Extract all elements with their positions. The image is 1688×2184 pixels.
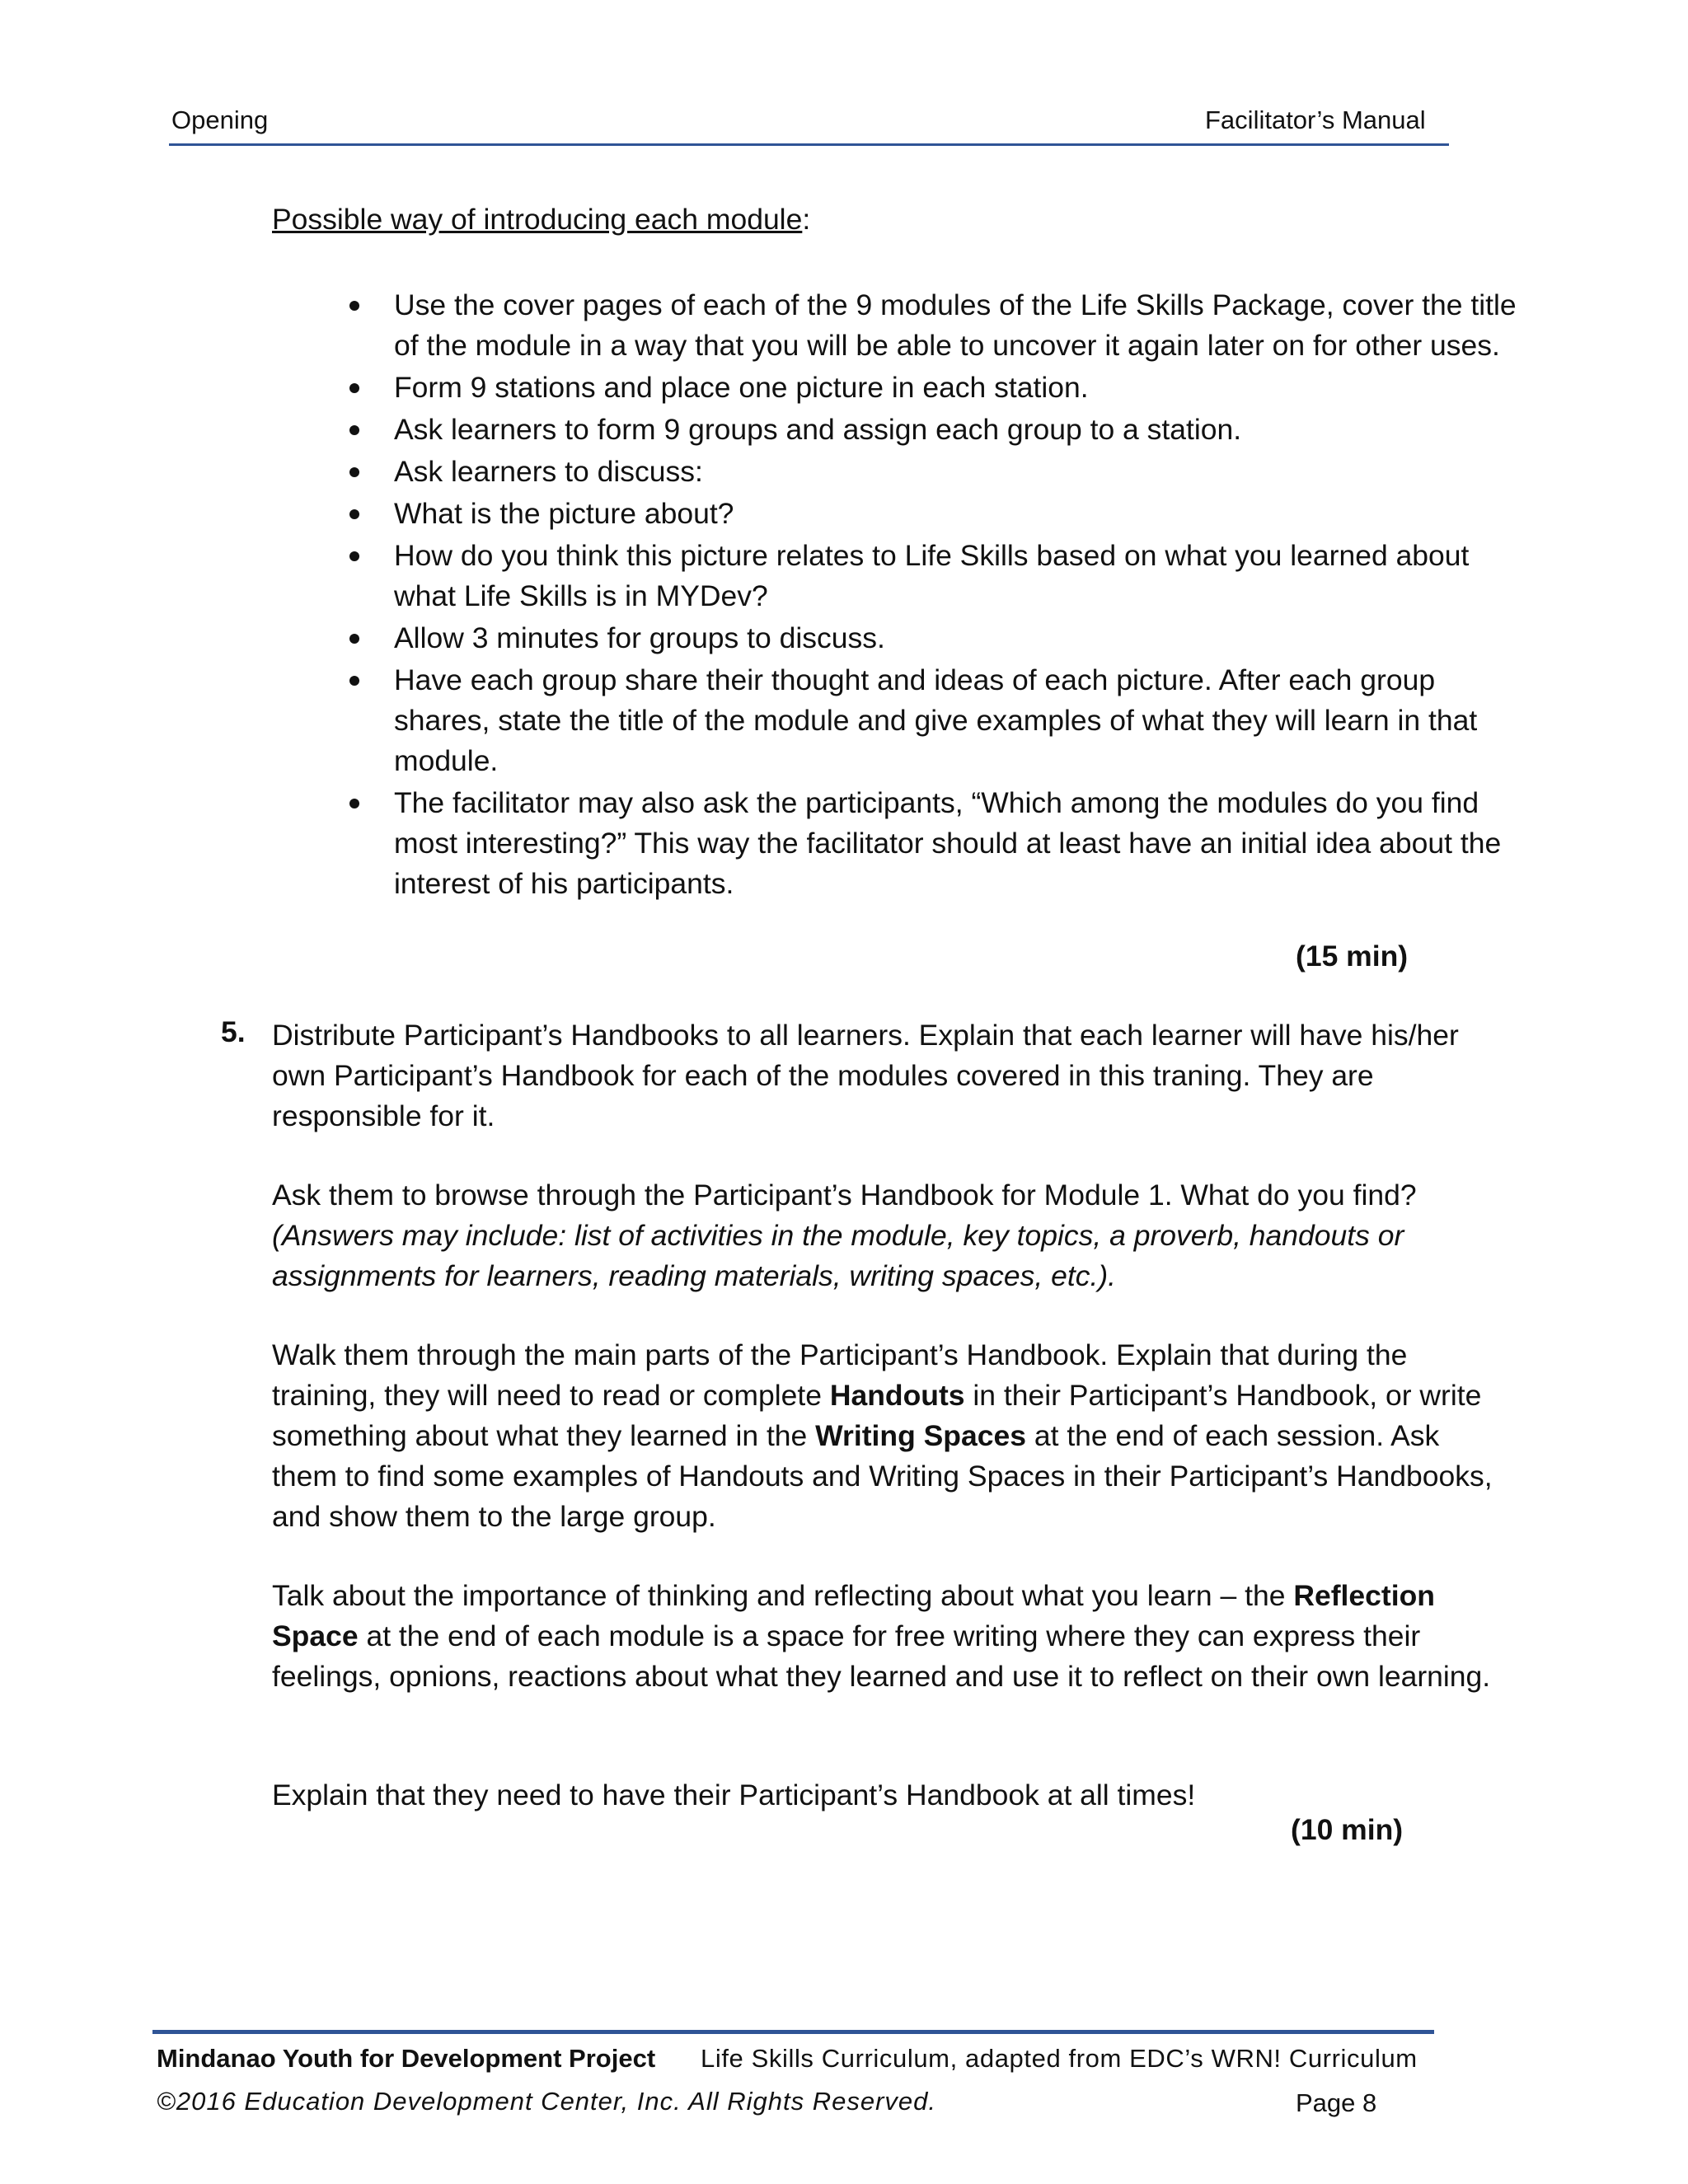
list-item: What is the picture about?: [346, 494, 1533, 534]
footer-curriculum: Life Skills Curriculum, adapted from EDC’s WRN! Curriculum: [701, 2044, 1418, 2073]
list-item: Use the cover pages of each of the 9 modules of the Life Skills Package, cover the title of the module in a way that you will be able to uncover it again later on for other uses.: [346, 285, 1533, 366]
paragraph-walkthrough-text-1: Walk them through the main parts of the Participant’s Handbook. Explain that during the training, they will need to read or complete: [272, 1338, 1408, 1412]
time-estimate-1: (15 min): [1296, 940, 1409, 972]
footer-copyright: ©2016 Education Development Center, Inc. All Rights Reserved.: [157, 2087, 936, 2116]
paragraph-browse: [272, 1175, 1508, 1296]
header-divider: [169, 143, 1449, 146]
paragraph-explain: Explain that they need to have their Participant’s Handbook at all times!: [272, 1779, 1196, 1811]
list-item: Allow 3 minutes for groups to discuss.: [346, 618, 1533, 658]
intro-heading-text: Possible way of introducing each module: [272, 203, 803, 236]
paragraph-reflection: [272, 1576, 1508, 1697]
handouts-term: Handouts: [829, 1379, 965, 1412]
list-item: The facilitator may also ask the participants, “Which among the modules do you find most interesting?” This way the facilitator should at least have an initial idea about the interest of his participants.: [346, 783, 1533, 904]
list-item: Ask learners to form 9 groups and assign each group to a station.: [346, 410, 1533, 450]
paragraph-walkthrough-text-3: at the end of each session. Ask them to find some examples of Handouts and Writing Spaces in their Participant’s Handbooks, and show them to the large group.: [272, 1419, 1493, 1533]
header-manual-title: Facilitator’s Manual: [1205, 105, 1426, 134]
list-item: Ask learners to discuss:: [346, 452, 1533, 492]
paragraph-walkthrough-text-2: in their Participant’s Handbook, or write something about what they learned in the: [272, 1379, 1482, 1452]
paragraph-browse-text: Ask them to browse through the Participant’s Handbook for Module 1. What do you find?: [272, 1179, 1417, 1212]
step-number: 5.: [221, 1015, 246, 1048]
list-item: How do you think this picture relates to Life Skills based on what you learned about what Life Skills is in MYDev?: [346, 536, 1533, 616]
paragraph-reflection-text-1: Talk about the importance of thinking and reflecting about what you learn – the: [272, 1579, 1294, 1612]
list-item: Have each group share their thought and ideas of each picture. After each group shares, state the title of the module and give examples of what they will learn in that module.: [346, 660, 1533, 781]
intro-heading-colon: :: [802, 203, 811, 236]
paragraph-walkthrough: [272, 1335, 1508, 1537]
list-item: Form 9 stations and place one picture in each station.: [346, 368, 1533, 408]
time-estimate-2: (10 min): [1291, 1813, 1404, 1846]
footer-organization: Mindanao Youth for Development Project: [157, 2044, 656, 2073]
reflection-space-term: Reflection Space: [272, 1579, 1435, 1652]
paragraph-browse-answers: (Answers may include: list of activities in the module, key topics, a proverb, handouts or assignments for learners, reading materials, writing spaces, etc.).: [272, 1219, 1404, 1292]
intro-heading: [272, 199, 810, 240]
writing-spaces-term: Writing Spaces: [815, 1419, 1026, 1452]
paragraph-reflection-text-2: at the end of each module is a space for free writing where they can express their feelings, opnions, reactions about what they learned and use it to reflect on their own learning.: [272, 1619, 1491, 1693]
header-section-title: Opening: [171, 105, 269, 134]
footer-divider: [152, 2030, 1434, 2034]
paragraph-distribute: Distribute Participant’s Handbooks to all learners. Explain that each learner will have his/her own Participant’s Handbook for each of the modules covered in this traning. They are responsible for it.: [272, 1019, 1459, 1132]
footer-page-number: Page 8: [1296, 2088, 1377, 2117]
bullet-list: [346, 285, 1533, 906]
